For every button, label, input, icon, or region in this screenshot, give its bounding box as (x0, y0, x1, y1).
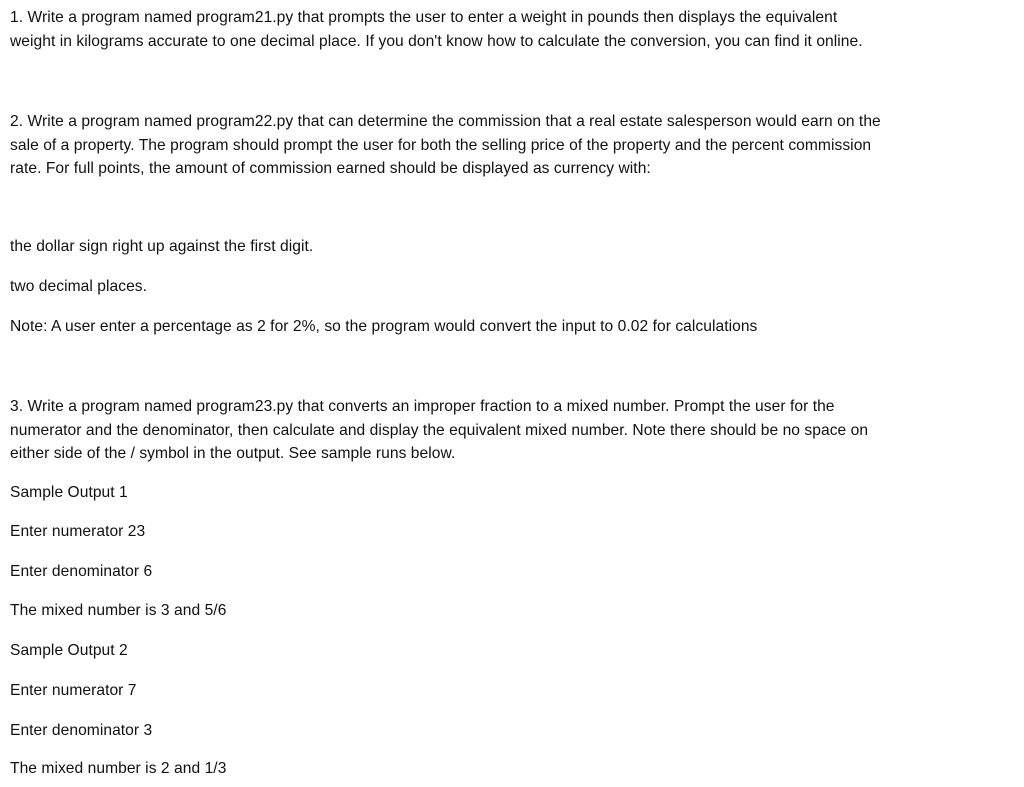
q2-note: Note: A user enter a percentage as 2 for 2%, so the program would convert the input to 0.02 for calculations (10, 318, 758, 335)
q2-currency-rule-2: two decimal places. (10, 278, 148, 295)
sample-2-title: Sample Output 2 (10, 642, 128, 659)
q2-currency-rule-1: the dollar sign right up against the first digit. (10, 238, 314, 255)
q2-line-3: rate. For full points, the amount of commission earned should be displayed as currency with: (10, 160, 651, 177)
q1-line-1: 1. Write a program named program21.py that prompts the user to enter a weight in pounds then displays the equivalent (10, 9, 838, 26)
q1-line-2: weight in kilograms accurate to one decimal place. If you don't know how to calculate the conversion, you can find it online. (10, 33, 863, 50)
q2-line-1: 2. Write a program named program22.py that can determine the commission that a real estate salesperson would earn on the (10, 113, 881, 130)
sample-2-result: The mixed number is 2 and 1/3 (10, 760, 227, 777)
sample-1-result: The mixed number is 3 and 5/6 (10, 602, 227, 619)
sample-1-title: Sample Output 1 (10, 484, 128, 501)
document-page (10, 0, 1014, 787)
sample-1-denominator: Enter denominator 6 (10, 563, 153, 580)
sample-2-denominator: Enter denominator 3 (10, 722, 153, 739)
sample-2-numerator: Enter numerator 7 (10, 682, 137, 699)
sample-1-numerator: Enter numerator 23 (10, 523, 146, 540)
q3-line-1: 3. Write a program named program23.py that converts an improper fraction to a mixed number. Prompt the user for the (10, 398, 835, 415)
q3-line-2: numerator and the denominator, then calculate and display the equivalent mixed number. Note there should be no space on (10, 422, 869, 439)
q3-line-3: either side of the / symbol in the output. See sample runs below. (10, 445, 456, 462)
q2-line-2: sale of a property. The program should prompt the user for both the selling price of the property and the percent commission (10, 137, 872, 154)
